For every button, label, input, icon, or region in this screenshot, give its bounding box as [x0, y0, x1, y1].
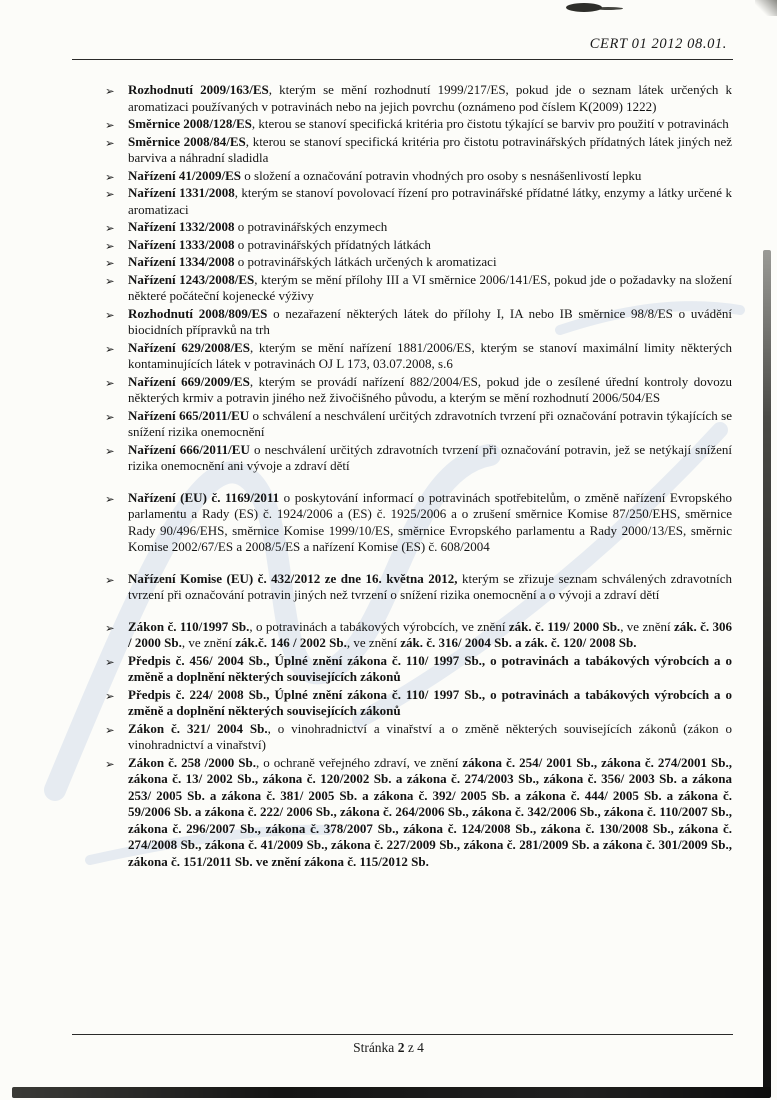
- arrow-bullet-icon: ➢: [105, 409, 115, 424]
- item-text: , kterým se mění nařízení 1881/2006/ES, kterým se stanoví maximální limity některých kontaminujících látek v potravinách OJ L 173, 03.07.2008, s.6: [128, 339, 732, 371]
- list-item: [105, 116, 732, 133]
- list-item: [105, 306, 732, 339]
- item-text-bold: zák.č. 146 / 2002 Sb.: [235, 635, 347, 650]
- arrow-bullet-icon: ➢: [105, 273, 115, 288]
- arrow-bullet-icon: ➢: [105, 118, 115, 132]
- item-text-bold: Nařízení 665/2011/EU: [128, 407, 250, 423]
- item-text: o poskytování informací o potravinách spotřebitelům, o změně nařízení Evropského parlamentu a Rady (ES) č. 1924/2006 a (ES) č. 1925/2006 a o zrušení směrnice Komise 87/250/EHS, směrnice Rady 90/496/EHS, směrnice Komise 1999/10/ES, směrnice Evropského parlamentu a Rady 2000/13/ES, směrnic Komise 2002/67/ES a 2008/5/ES a nařízení Komise (ES) č. 608/2004: [128, 489, 732, 554]
- header-divider: [72, 59, 733, 60]
- item-text-bold: zákona č. 254/ 2001 Sb., zákona č. 274/2001 Sb., zákona č. 13/ 2002 Sb., zákona č. 120/2002 Sb. a zákona č. 274/2003 Sb., zákona č. 356/ 2003 Sb. a zákona 253/ 2005 Sb. a zákona č. 381/ 2005 Sb. a zákona č. 392/ 2005 Sb. a zákona č. 444/ 2005 Sb. a zákona č. 59/2006 Sb. a zákona č. 222/ 2006 Sb., zákona č. 264/2006 Sb., zákona č. 342/2006 Sb., zákona č. 110/2007 Sb., zákona č. 296/2007 Sb., zákona č. 378/2007 Sb., zákona č. 124/2008 Sb., zákona č. 130/2008 Sb., zákona č. 274/2008 Sb., zákona č. 41/2009 Sb., zákona č. 227/2009 Sb., zákona č. 281/2009 Sb. a zákona č. 301/2009 Sb., zákona č. 151/2011 Sb. ve znění zákona č. 115/2012 Sb.: [128, 754, 732, 869]
- item-text-bold: Zákon č. 258 /2000 Sb.: [128, 754, 256, 770]
- item-text-bold: zák. č. 306 / 2000 Sb.: [128, 618, 732, 650]
- arrow-bullet-icon: ➢: [105, 169, 115, 184]
- list-item: [105, 571, 732, 604]
- item-text-bold: Nařízení 629/2008/ES: [128, 339, 250, 355]
- list-item: [105, 653, 732, 686]
- list-item: [105, 254, 732, 271]
- item-text-bold: Nařízení (EU) č. 1169/2011: [128, 489, 280, 505]
- arrow-bullet-icon: ➢: [105, 722, 115, 737]
- item-text-bold: zák. č. 316/ 2004 Sb. a zák. č. 120/ 2008 Sb.: [400, 635, 637, 650]
- footer-label-suffix: z 4: [404, 1040, 424, 1055]
- item-text: , o ochraně veřejného zdraví, ve znění: [256, 754, 463, 770]
- item-text-bold: Nařízení 1331/2008: [128, 185, 235, 200]
- item-text-bold: Směrnice 2008/84/ES: [128, 133, 246, 149]
- arrow-bullet-icon: ➢: [105, 187, 115, 201]
- list-item: [105, 168, 732, 185]
- scan-artifact-top: [566, 3, 602, 12]
- list-item: [105, 687, 732, 720]
- item-text: , ve znění: [346, 635, 401, 650]
- item-text: , ve znění: [620, 618, 674, 634]
- arrow-bullet-icon: ➢: [105, 654, 115, 669]
- item-text-bold: Nařízení Komise (EU) č. 432/2012 ze dne 16. května 2012,: [128, 570, 458, 586]
- arrow-bullet-icon: ➢: [105, 572, 115, 587]
- arrow-bullet-icon: ➢: [105, 135, 115, 150]
- arrow-bullet-icon: ➢: [105, 307, 115, 322]
- list-item: [105, 755, 732, 871]
- list-item: [105, 721, 732, 754]
- list-item: [105, 490, 732, 556]
- document-header-code: CERT 01 2012 08.01.: [589, 36, 727, 52]
- footer-label-prefix: Stránka: [353, 1040, 398, 1055]
- item-text-bold: Rozhodnutí 2009/163/ES: [128, 82, 269, 97]
- list-item: [105, 442, 732, 475]
- item-text-bold: Nařízení 41/2009/ES: [128, 167, 242, 183]
- item-text: o složení a označování potravin vhodných pro osoby s nesnášenlivostí lepku: [241, 167, 642, 183]
- item-text: , o vinohradnictví a vinařství a o změně některých souvisejících zákonů (zákon o vinohradnictví a vinařství): [128, 720, 732, 752]
- item-text: , kterým se stanoví povolovací řízení pro potravinářské přídatné látky, enzymy a látky určené k aromatizaci: [128, 185, 732, 217]
- footer-page-number: 2: [397, 1040, 405, 1055]
- item-text: kterým se zřizuje seznam schválených zdravotních tvrzení při označování potravin jiných než tvrzení o snížení rizika onemocnění a o vývoji a zdraví dětí: [128, 570, 732, 602]
- item-text: o potravinářských enzymech: [234, 219, 388, 234]
- item-text: , o potravinách a tabákových výrobcích, ve znění: [249, 618, 509, 634]
- arrow-bullet-icon: ➢: [105, 375, 115, 390]
- item-text: , kterým se mění rozhodnutí 1999/217/ES, pokud jde o seznam látek určených k aromatizaci používaných v potravinách nebo na jejich povrchu (oznámeno pod číslem K(2009) 1222): [128, 82, 732, 114]
- item-text-bold: Zákon č. 321/ 2004 Sb.: [128, 720, 268, 736]
- item-text: , kterým se provádí nařízení 882/2004/ES, pokud jde o zesílené úřední kontroly dovozu některých krmiv a potravin jiného než živočišného původu, a kterým se mění rozhodnutí 2006/504/ES: [128, 373, 732, 405]
- list-item: [105, 340, 732, 373]
- arrow-bullet-icon: ➢: [105, 491, 115, 506]
- footer-divider: [72, 1034, 733, 1035]
- list-item: [105, 237, 732, 254]
- item-text: o schválení a neschválení určitých zdravotních tvrzení při označování potravin týkajících se snížení rizika onemocnění: [128, 407, 732, 439]
- arrow-bullet-icon: ➢: [105, 256, 115, 270]
- item-text-bold: Nařízení 1332/2008: [128, 219, 235, 234]
- item-text-bold: Nařízení 666/2011/EU: [128, 441, 250, 457]
- list-item: [105, 185, 732, 218]
- list-item: [105, 219, 732, 236]
- item-text: , ve znění: [181, 635, 236, 650]
- item-text-bold: Zákon č. 110/1997 Sb.: [128, 618, 250, 634]
- arrow-bullet-icon: ➢: [105, 756, 115, 771]
- item-text-bold: zák. č. 119/ 2000 Sb.: [508, 618, 621, 634]
- list-item: [105, 408, 732, 441]
- list-item: [105, 374, 732, 407]
- item-text-bold: Nařízení 1333/2008: [128, 236, 235, 252]
- arrow-bullet-icon: ➢: [105, 620, 115, 635]
- arrow-bullet-icon: ➢: [105, 443, 115, 458]
- list-item: [105, 134, 732, 167]
- item-text: o potravinářských přídatných látkách: [234, 236, 431, 252]
- item-text-bold: Nařízení 1243/2008/ES: [128, 271, 255, 287]
- scan-artifact-right-edge: [763, 250, 771, 1090]
- item-text: , kterou se stanoví specifická kritéria pro čistotu potravinářských přídatných látek jiných než barviva a náhradní sladidla: [128, 133, 733, 165]
- scan-artifact-bottom-edge: [12, 1087, 771, 1098]
- page-number-footer: [0, 1040, 777, 1056]
- arrow-bullet-icon: ➢: [105, 84, 115, 98]
- arrow-bullet-icon: ➢: [105, 688, 115, 703]
- item-text: , kterou se stanoví specifická kritéria pro čistotu týkající se barviv pro použití v potravinách: [251, 116, 729, 131]
- item-text-bold: Směrnice 2008/128/ES: [128, 116, 252, 131]
- item-text: o neschválení určitých zdravotních tvrzení při označování potravin, jež se netýkají snížení rizika onemocnění ani vývoje a zdraví dětí: [128, 441, 733, 473]
- list-item: [105, 619, 732, 652]
- item-text: , kterým se mění přílohy III a VI směrnice 2006/141/ES, pokud jde o požadavky na složení některé počáteční kojenecké výživy: [128, 271, 732, 303]
- list-item: [105, 82, 732, 115]
- regulation-list: [105, 82, 732, 871]
- item-text: o potravinářských látkách určených k aromatizaci: [234, 254, 497, 269]
- scan-artifact-corner: [755, 0, 777, 16]
- item-text: o nezařazení některých látek do přílohy I, IA nebo IB směrnice 98/8/ES o uvádění biocidních přípravků na trh: [128, 305, 732, 337]
- item-text-bold: Rozhodnutí 2008/809/ES: [128, 305, 268, 321]
- item-text-bold: Nařízení 1334/2008: [128, 254, 235, 269]
- list-item: [105, 272, 732, 305]
- item-text-bold: Předpis č. 456/ 2004 Sb., Úplné znění zákona č. 110/ 1997 Sb., o potravinách a tabákových výrobcích a o změně a doplnění některých souvisejících zákonů: [128, 652, 732, 684]
- arrow-bullet-icon: ➢: [105, 341, 115, 356]
- arrow-bullet-icon: ➢: [105, 221, 115, 235]
- item-text-bold: Předpis č. 224/ 2008 Sb., Úplné znění zákona č. 110/ 1997 Sb., o potravinách a tabákových výrobcích a o změně a doplnění některých souvisejících zákonů: [128, 686, 732, 718]
- arrow-bullet-icon: ➢: [105, 238, 115, 253]
- item-text-bold: Nařízení 669/2009/ES: [128, 373, 250, 389]
